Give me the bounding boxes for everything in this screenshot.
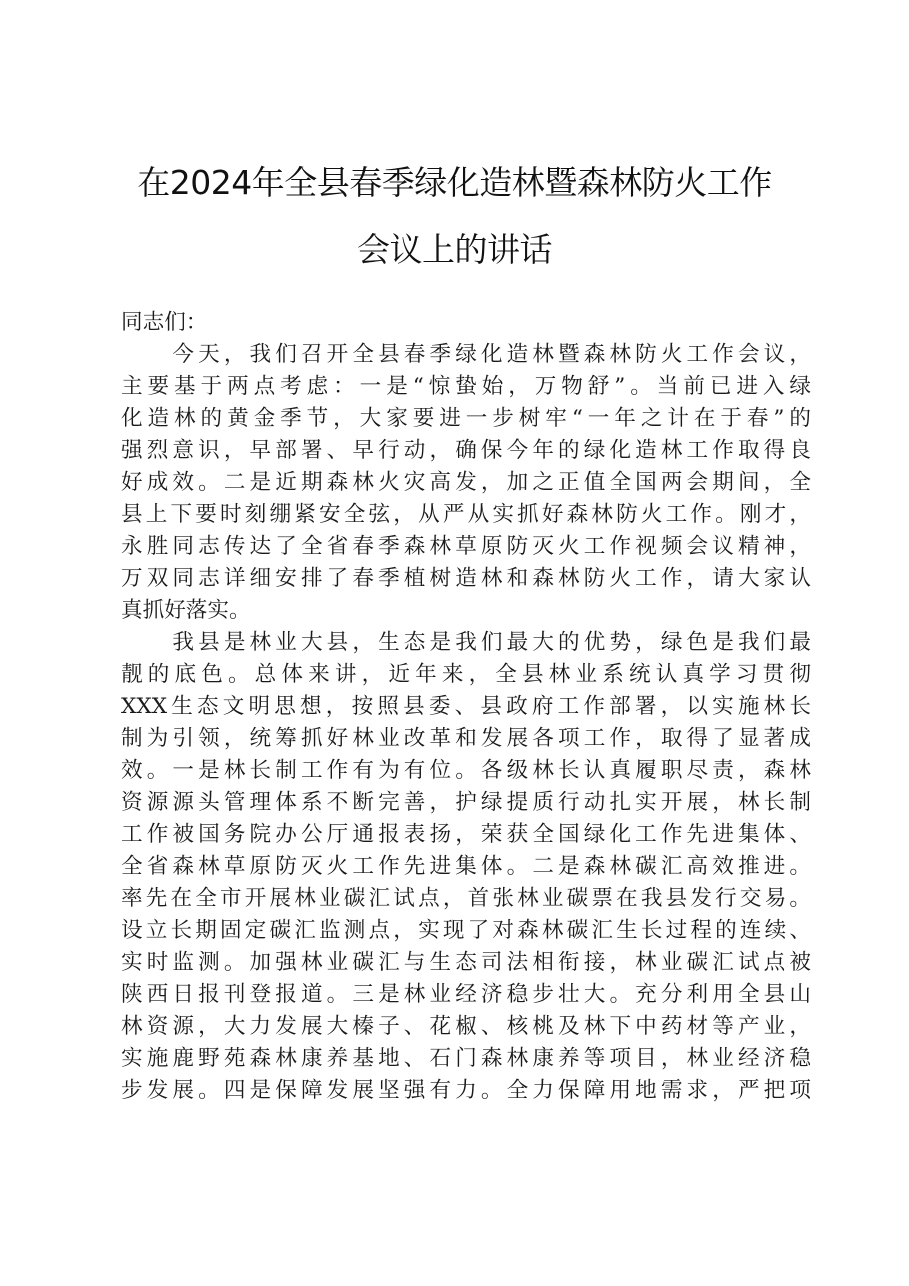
paragraph-line: 陕西日报刊登报道。三是林业经济稳步壮大。充分利用全县山	[121, 982, 811, 1007]
paragraph-line: 资源源头管理体系不断完善，护绿提质行动扎实开展，林长制	[121, 790, 811, 815]
paragraph-line: 主要基于两点考虑：一是“惊蛰始，万物舒”。当前已进入绿	[121, 374, 811, 399]
paragraph-line: 设立长期固定碳汇监测点，实现了对森林碳汇生长过程的连续、	[121, 918, 811, 943]
paragraph-line: 林资源，大力发展大榛子、花椒、核桃及林下中药材等产业，	[121, 1014, 811, 1039]
paragraph-line: XXX生态文明思想，按照县委、县政府工作部署，以实施林长	[121, 694, 811, 719]
document-body	[121, 307, 811, 1107]
paragraph-line: 工作被国务院办公厅通报表扬，荣获全国绿化工作先进集体、	[121, 822, 811, 847]
paragraph-line: 实施鹿野苑森林康养基地、石门森林康养等项目，林业经济稳	[121, 1046, 811, 1071]
paragraph-line: 全省森林草原防灭火工作先进集体。二是森林碳汇高效推进。	[121, 854, 811, 879]
paragraph-line: 化造林的黄金季节，大家要进一步树牢“一年之计在于春”的	[121, 406, 811, 431]
paragraph-line: 永胜同志传达了全省春季森林草原防灭火工作视频会议精神，	[121, 534, 811, 559]
paragraph-line: 强烈意识，早部署、早行动，确保今年的绿化造林工作取得良	[121, 438, 811, 463]
paragraph-line: 靓的底色。总体来讲，近年来，全县林业系统认真学习贯彻	[121, 662, 811, 687]
paragraph-2	[121, 627, 811, 1107]
paragraph-line: 效。一是林长制工作有为有位。各级林长认真履职尽责，森林	[121, 758, 811, 783]
paragraph-line: 率先在全市开展林业碳汇试点，首张林业碳票在我县发行交易。	[121, 886, 811, 911]
paragraph-line: 万双同志详细安排了春季植树造林和森林防火工作，请大家认	[121, 566, 811, 591]
paragraph-line: 步发展。四是保障发展坚强有力。全力保障用地需求，严把项	[121, 1078, 811, 1103]
paragraph-1	[121, 339, 811, 627]
paragraph-line: 县上下要时刻绷紧安全弦，从严从实抓好森林防火工作。刚才，	[121, 502, 811, 527]
paragraph-line: 真抓好落实。	[121, 598, 251, 623]
paragraph-line: 我县是林业大县，生态是我们最大的优势，绿色是我们最	[121, 630, 811, 655]
salutation: 同志们：	[121, 310, 208, 335]
paragraph-line: 制为引领，统筹抓好林业改革和发展各项工作，取得了显著成	[121, 726, 811, 751]
paragraph-line: 好成效。二是近期森林火灾高发，加之正值全国两会期间，全	[121, 470, 811, 495]
paragraph-line: 实时监测。加强林业碳汇与生态司法相衔接，林业碳汇试点被	[121, 950, 811, 975]
document-title-line-1: 在2024年全县春季绿化造林暨森林防火工作	[137, 163, 772, 202]
paragraph-line: 今天，我们召开全县春季绿化造林暨森林防火工作会议，	[121, 342, 811, 367]
document-title-line-2: 会议上的讲话	[357, 230, 552, 269]
